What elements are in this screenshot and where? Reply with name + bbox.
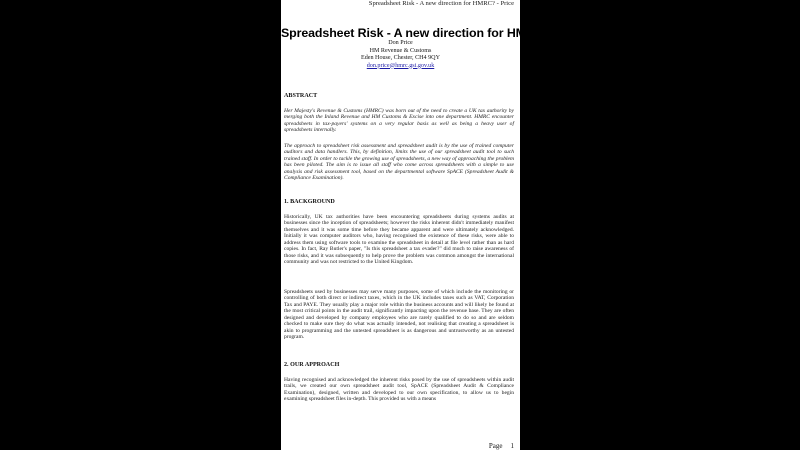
running-header: Spreadsheet Risk - A new direction for HMRC? - Price (368, 0, 514, 7)
page-label: Page (488, 442, 503, 450)
abstract-paragraph: The approach to spreadsheet risk assessment and spreadsheet audit is by the use of trained computer auditors and data handlers. This, by definition, limits the use of our spreadsheet audit tool to such trained staff. In order to tackle the growing use of spreadsheets, a new way of approaching the problem has been piloted. The aim is to issue all staff who come across spreadsheets with a simple to use analysis and risk assessment tool, based on the departmental software SpACE (Spreadsheet Audit & Compliance Examination). (284, 143, 514, 182)
author-address: Eden House, Chester, CH4 9QY (361, 55, 440, 61)
abstract-heading: ABSTRACT (284, 93, 318, 99)
body-paragraph: Having recognised and acknowledged the inherent risks posed by the use of spreadsheets within audit trails, we created our own spreadsheet audit tool, SpACE (Spreadsheet Audit & Compliance Examination), designed, written and developed to our own specification, to allow us to begin examining spreadsheet files in-depth. This provided us with a means (284, 377, 514, 403)
author-email-wrap (281, 63, 520, 71)
page-footer (481, 442, 514, 450)
body-paragraph: Historically, UK tax authorities have been encountering spreadsheets during systems audits at businesses since the inception of spreadsheets; however the risks inherent didn't immediately manifest themselves and it was some time before they became apparent and were ultimately acknowledged. Initially it was computer auditors who, having recognised the existence of these risks, were able to address them using software tools to examine the spreadsheet in detail at file level rather than as hard copies. In fact, Ray Butler's paper, "Is this spreadsheet a tax evader?" did much to raise awareness of those risks, and it was subsequently to help prove the problem was common amongst the international community and was not restricted to the United Kingdom. (284, 214, 514, 266)
section-heading: 2. OUR APPROACH (284, 362, 340, 368)
author-email-link[interactable]: don.price@hmrc.gsi.gov.uk (366, 62, 435, 69)
section-heading: 1. BACKGROUND (284, 199, 335, 205)
paper-page (281, 0, 552, 450)
abstract-paragraph: Her Majesty's Revenue & Customs (HMRC) was born out of the need to create a UK tax authority by merging both the Inland Revenue and HM Customs & Excise into one department. HMRC encounter spreadsheets in tax-payers' systems on a very regular basis as well as being a heavy user of spreadsheets internally. (284, 108, 514, 134)
body-paragraph: Spreadsheets used by businesses may serve many purposes, some of which include the monitoring or controlling of both direct or indirect taxes, which in the UK includes taxes such as VAT, Corporation Tax and PAYE. They usually play a major role within the business accounts and will likely be found at the most critical points in the audit trail, significantly impacting upon the revenue base. They are often designed and developed by company employees who are rarely qualified to do so and are seldom checked to make sure they do what was actually intended, not realising that creating a spreadsheet is akin to programming and the untested spreadsheet is as dangerous and untrustworthy as an untested program. (284, 289, 514, 341)
author-organization: HM Revenue & Customs (369, 47, 432, 54)
author-name: Don Price (388, 40, 413, 46)
page-number: 1 (510, 442, 514, 450)
paper-title: Spreadsheet Risk - A new direction for HMRC? (281, 26, 552, 40)
